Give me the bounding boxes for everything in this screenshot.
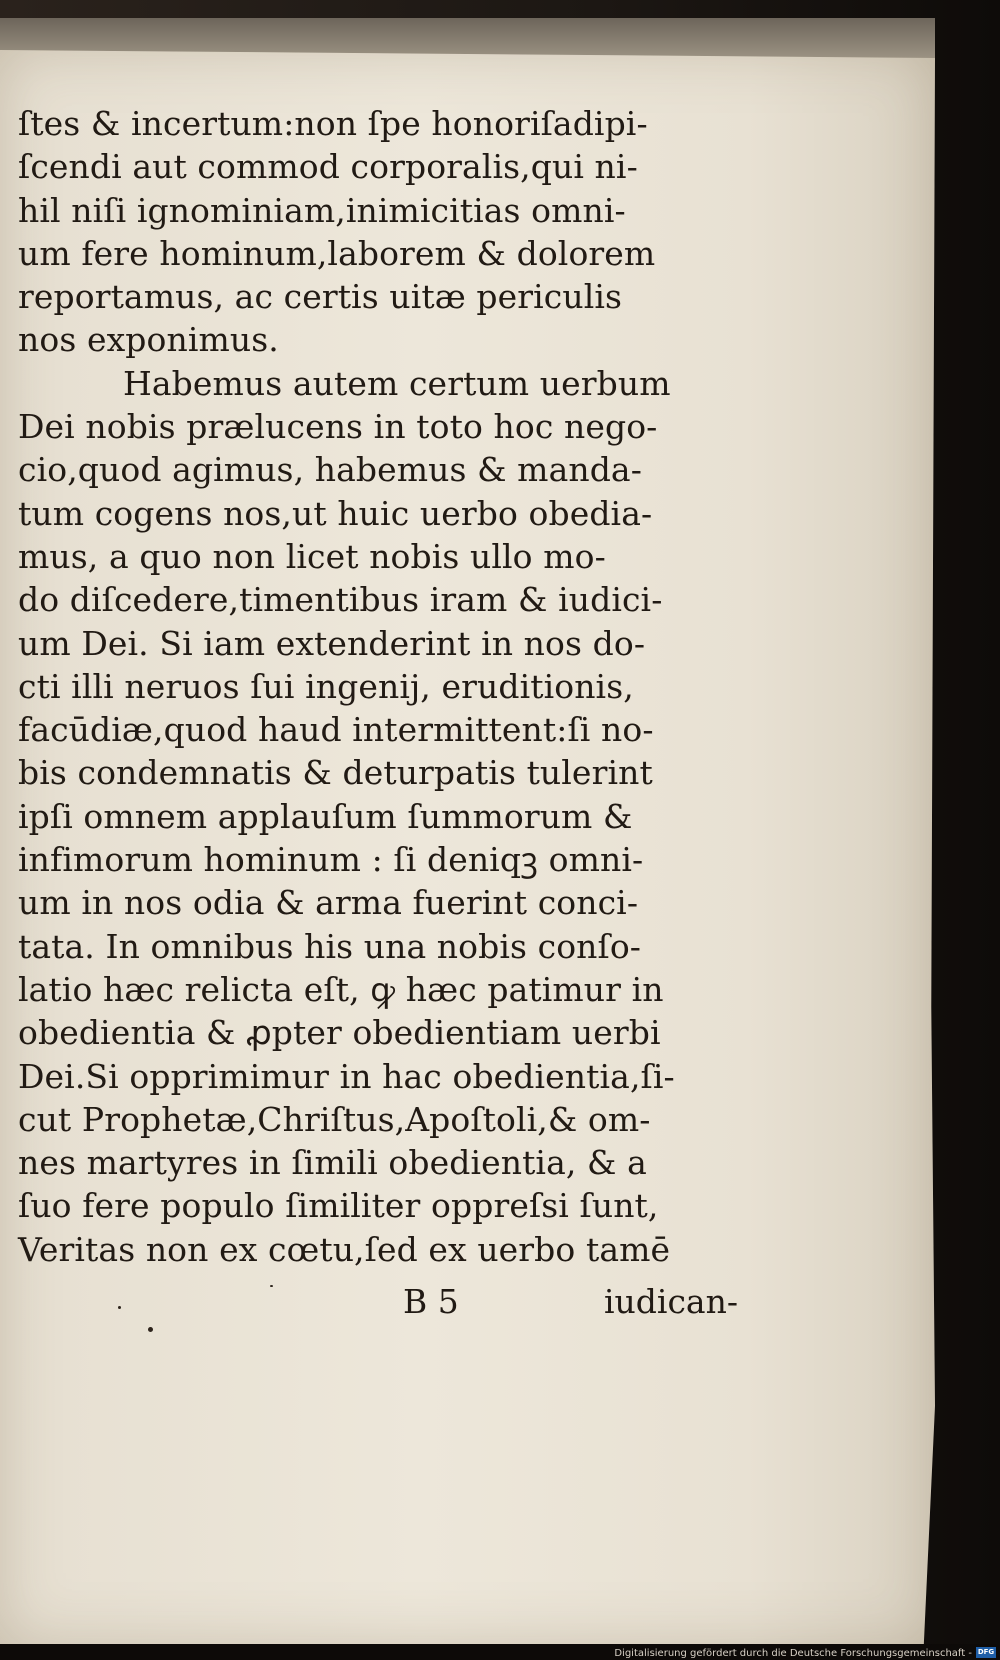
- catchword: iudican-: [603, 1282, 738, 1321]
- text-line: Dei nobis prælucens in toto hoc nego-: [18, 407, 658, 447]
- text-line: cut Prophetæ,Chriſtus,Apoſtoli,& om-: [18, 1099, 651, 1139]
- ink-speck: [148, 1327, 153, 1332]
- text-line: hil niſi ignominiam,inimicitias omni-: [18, 190, 626, 230]
- text-line: um fere hominum,laborem & dolorem: [18, 233, 656, 273]
- dfg-logo: DFG: [977, 1648, 995, 1656]
- text-line: bis condemnatis & deturpatis tulerint: [18, 753, 653, 793]
- signature-mark: B 5: [403, 1282, 459, 1321]
- text-line: ſtes & incertum:non ſpe honoriſadipi-: [18, 104, 648, 143]
- text-line: nes martyres in ſimili obedientia, & a: [18, 1143, 647, 1183]
- text-line: cti illi neruos ſui ingenij, eruditionis,: [18, 666, 634, 706]
- text-line: tata. In omnibus his una nobis conſo-: [18, 926, 642, 966]
- text-line: ſcendi aut commod corporalis,qui ni-: [18, 147, 638, 187]
- text-line: reportamus, ac certis uitæ periculis: [18, 277, 623, 317]
- text-line: um Dei. Si iam extenderint in nos do-: [18, 623, 646, 663]
- text-line: tum cogens nos,ut huic uerbo obedia-: [18, 493, 653, 533]
- page-footer: [18, 1282, 738, 1322]
- text-line: um in nos odia & arma fuerint conci-: [18, 883, 639, 923]
- text-line: latio hæc relicta eſt, ꝙ hæc patimur in: [18, 969, 664, 1009]
- paragraph-start-line: Habemus autem certum uerbum: [123, 363, 671, 403]
- text-line: ſuo fere populo ſimiliter oppreſsi ſunt,: [18, 1186, 659, 1226]
- text-line: cio,quod agimus, habemus & manda-: [18, 450, 642, 490]
- text-line: nos exponimus.: [18, 320, 279, 360]
- text-line: facūdiæ,quod haud intermittent:ſi no-: [18, 710, 654, 750]
- digitization-credit-text: Digitalisierung gefördert durch die Deutsche Forschungsgemeinschaft -: [614, 1648, 972, 1659]
- digitization-credit-bar: [0, 1644, 1000, 1660]
- text-line: mus, a quo non licet nobis ullo mo-: [18, 536, 606, 576]
- ink-speck: [270, 1285, 273, 1287]
- ink-speck: [118, 1306, 121, 1309]
- text-line: infimorum hominum : ſi deniqꝫ omni-: [18, 840, 644, 880]
- text-line: ipſi omnem applauſum ſummorum &: [18, 796, 633, 836]
- text-line: obedientia & ꝓpter obedientiam uerbi: [18, 1013, 661, 1053]
- text-line: Dei.Si opprimimur in hac obedientia,ſi-: [18, 1056, 675, 1096]
- text-line: Veritas non ex cœtu,ſed ex uerbo tamē: [18, 1229, 671, 1269]
- page-text: [18, 102, 738, 1271]
- text-line: do diſcedere,timentibus iram & iudici-: [18, 580, 663, 620]
